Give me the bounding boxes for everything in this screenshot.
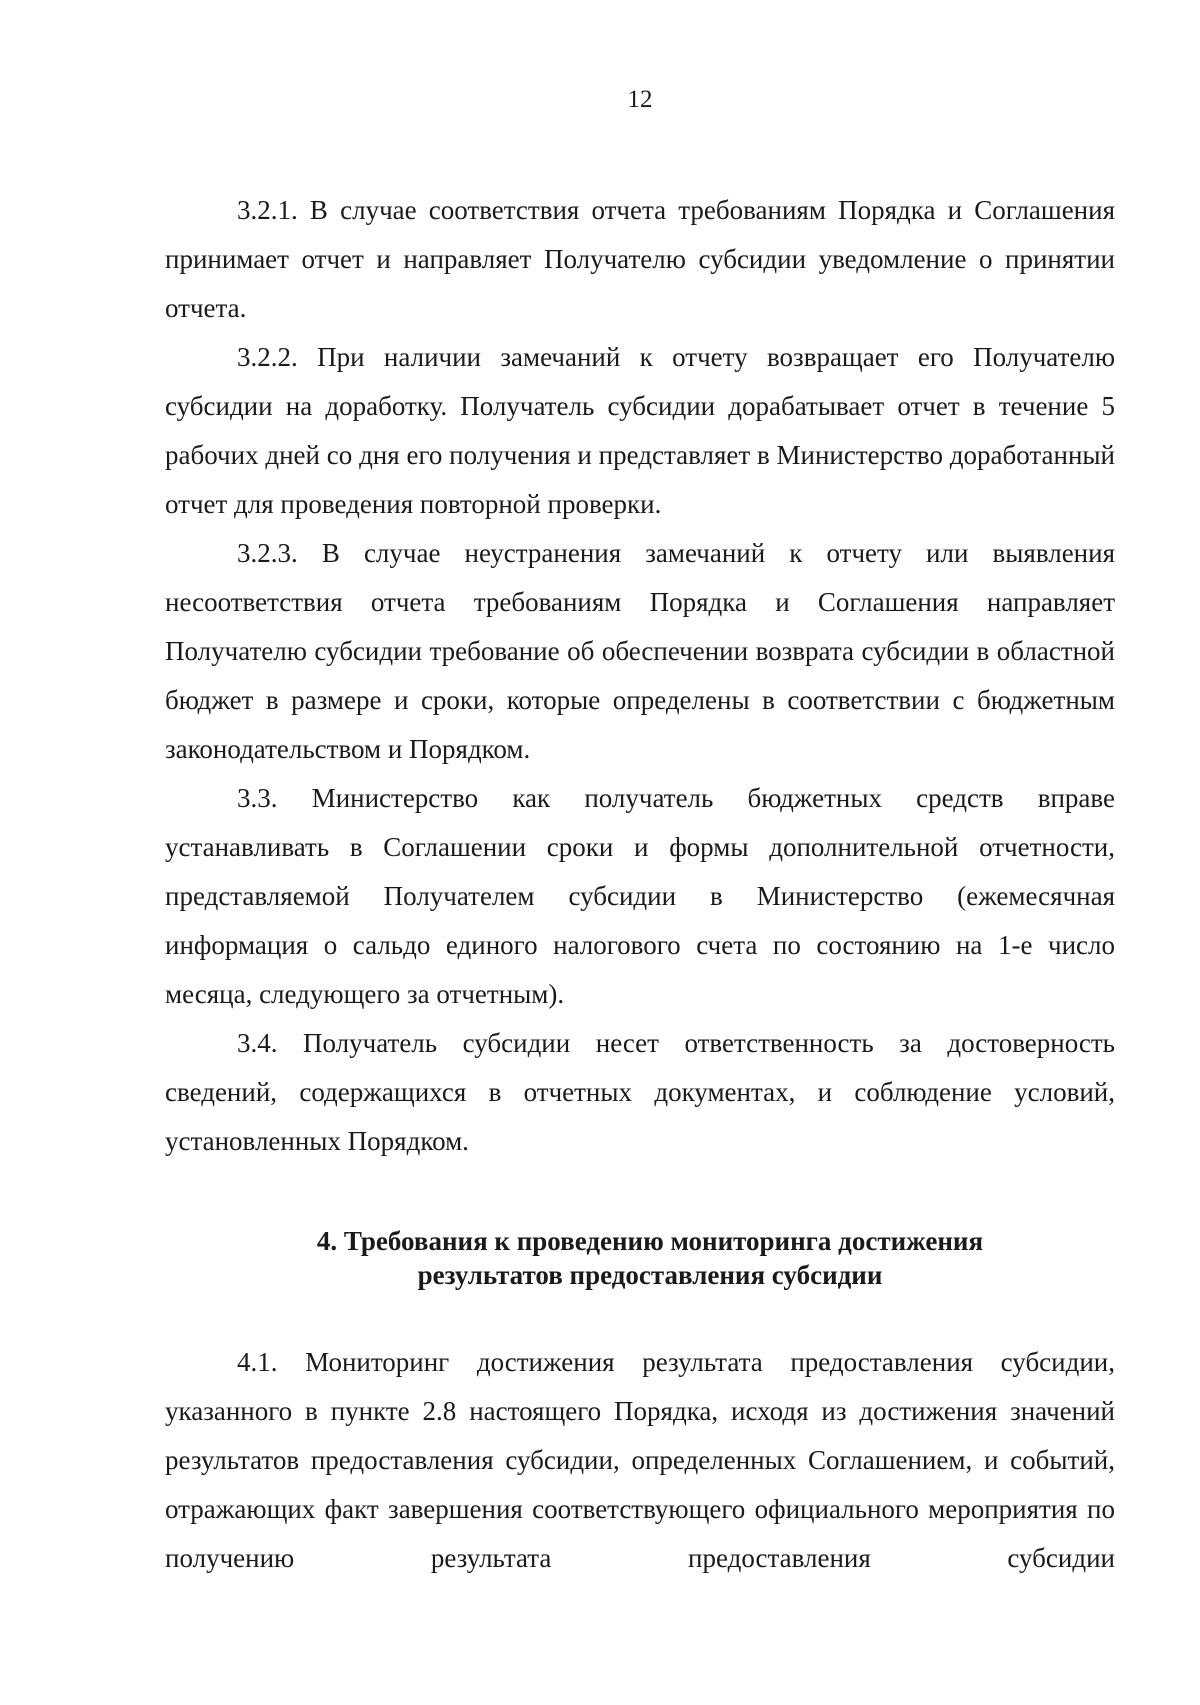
paragraph-3-2-2: 3.2.2. При наличии замечаний к отчету возвращает его Получателю субсидии на доработку. Получатель субсидии дорабатывает отчет в течение 5 рабочих дней со дня его получения и представляет в Министерство доработанный отчет для проведения повторной проверки.	[165, 342, 1115, 519]
section-heading-line-1: 4. Требования к проведению мониторинга достижения	[316, 1226, 984, 1256]
paragraph-3-4: 3.4. Получатель субсидии несет ответственность за достоверность сведений, содержащихся в отчетных документах, и соблюдение условий, установленных Порядком.	[165, 1028, 1115, 1156]
paragraph-3-2-3: 3.2.3. В случае неустранения замечаний к отчету или выявления несоответствия отчета требованиям Порядка и Соглашения направляет Получателю субсидии требование об обеспечении возврата субсидии в областной бюджет в размере и сроки, которые определены в соответствии с бюджетным законодательством и Порядком.	[165, 538, 1115, 764]
page-number: 12	[627, 86, 653, 113]
paragraph-3-3: 3.3. Министерство как получатель бюджетных средств вправе устанавливать в Соглашении сроки и формы дополнительной отчетности, представляемой Получателем субсидии в Министерство (ежемесячная информация о сальдо единого налогового счета по состоянию на 1-е число месяца, следующего за отчетным).	[165, 783, 1115, 1009]
section-heading	[165, 1224, 1115, 1292]
document-body	[165, 186, 1115, 1583]
paragraph-3-2-1: 3.2.1. В случае соответствия отчета требованиям Порядка и Соглашения принимает отчет и направляет Получателю субсидии уведомление о принятии отчета.	[165, 195, 1115, 323]
section-heading-line-2: результатов предоставления субсидии	[417, 1260, 883, 1290]
paragraph-4-1: 4.1. Мониторинг достижения результата предоставления субсидии, указанного в пункте 2.8 настоящего Порядка, исходя из достижения значений результатов предоставления субсидии, определенных Соглашением, и событий, отражающих факт завершения соответствующего официального мероприятия по получению результата предоставления субсидии	[165, 1347, 1115, 1573]
